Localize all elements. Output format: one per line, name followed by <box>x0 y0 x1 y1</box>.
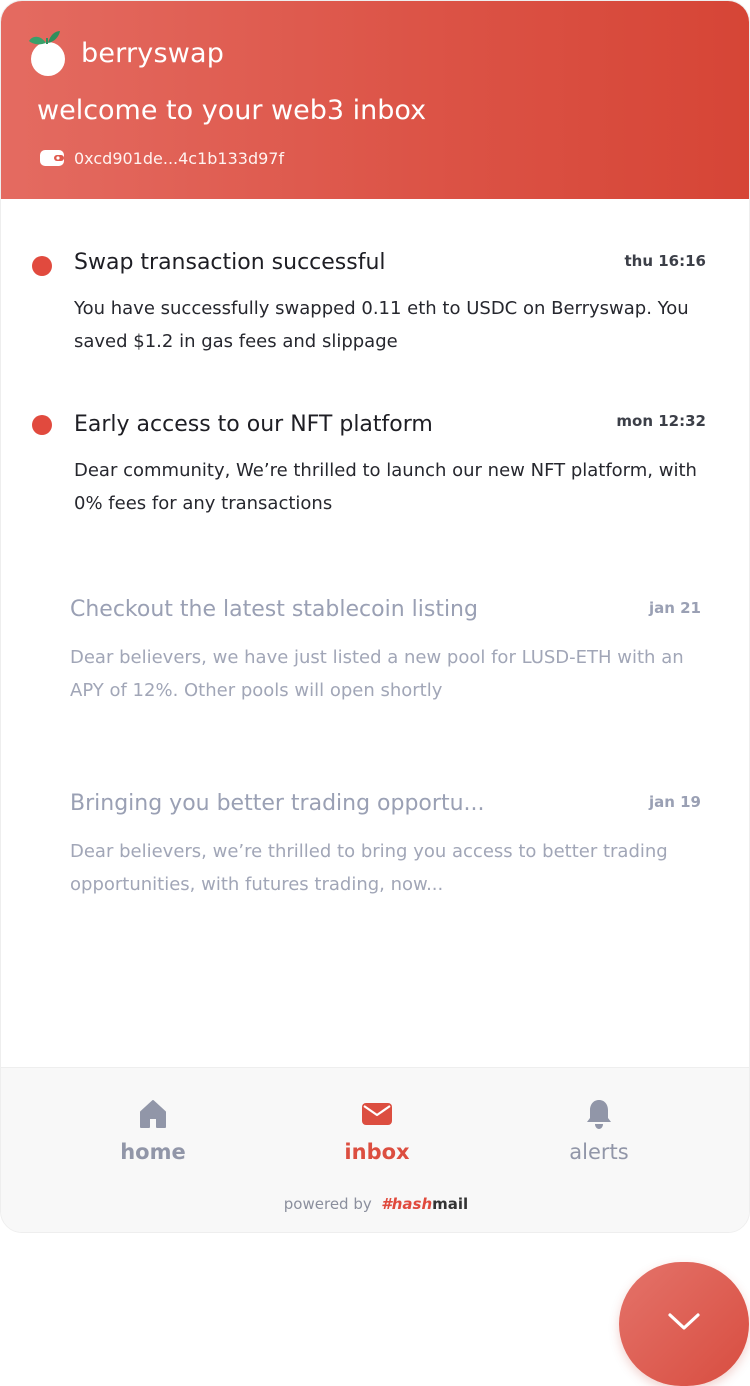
message-time: jan 21 <box>648 599 701 617</box>
berry-logo-icon <box>25 29 69 77</box>
message-time: thu 16:16 <box>624 252 706 270</box>
message-item[interactable] <box>1 408 750 528</box>
chevron-down-icon <box>667 1312 701 1336</box>
message-title: Checkout the latest stablecoin listing <box>70 597 478 622</box>
nav-home-label: home <box>120 1140 186 1164</box>
message-title: Early access to our NFT platform <box>74 412 433 437</box>
collapse-widget-button[interactable] <box>619 1262 749 1386</box>
message-preview: Dear believers, we have just listed a new pool for LUSD-ETH with an APY of 12%. Other pools will open shortly <box>70 647 684 701</box>
message-item[interactable] <box>1 593 750 713</box>
message-title: Swap transaction successful <box>74 250 386 275</box>
hashmail-mail: mail <box>432 1195 469 1213</box>
wallet-address <box>39 148 284 168</box>
header <box>1 1 750 199</box>
nav-alerts[interactable] <box>519 1098 679 1164</box>
nav-inbox[interactable] <box>297 1098 457 1164</box>
message-preview: You have successfully swapped 0.11 eth to USDC on Berryswap. You saved $1.2 in gas fees and slippage <box>74 298 689 352</box>
bell-icon <box>519 1098 679 1130</box>
nav-home[interactable] <box>73 1098 233 1164</box>
powered-by <box>1 1195 750 1213</box>
nav-alerts-label: alerts <box>569 1140 629 1164</box>
message-time: mon 12:32 <box>616 412 706 430</box>
message-time: jan 19 <box>648 793 701 811</box>
message-item[interactable] <box>1 246 750 366</box>
wallet-address-text: 0xcd901de...4c1b133d97f <box>74 148 285 168</box>
nav-inbox-label: inbox <box>344 1140 410 1164</box>
brand <box>25 29 224 77</box>
message-item[interactable] <box>1 787 750 907</box>
hashmail-logo[interactable] <box>377 1195 469 1213</box>
bottom-nav <box>1 1067 750 1233</box>
message-preview: Dear believers, we’re thrilled to bring you access to better trading opportunities, with futures trading, now... <box>70 841 668 895</box>
powered-by-label: powered by <box>283 1195 372 1213</box>
hashmail-hash: #hash <box>381 1195 433 1213</box>
message-title: Bringing you better trading opportu... <box>70 791 485 816</box>
mail-icon <box>297 1098 457 1130</box>
brand-name: berryswap <box>81 37 225 69</box>
welcome-title: welcome to your web3 inbox <box>37 95 427 126</box>
unread-dot <box>32 256 52 276</box>
wallet-icon <box>39 148 65 168</box>
unread-dot <box>32 415 52 435</box>
home-icon <box>73 1098 233 1130</box>
message-preview: Dear community, We’re thrilled to launch our new NFT platform, with 0% fees for any transactions <box>74 460 697 514</box>
